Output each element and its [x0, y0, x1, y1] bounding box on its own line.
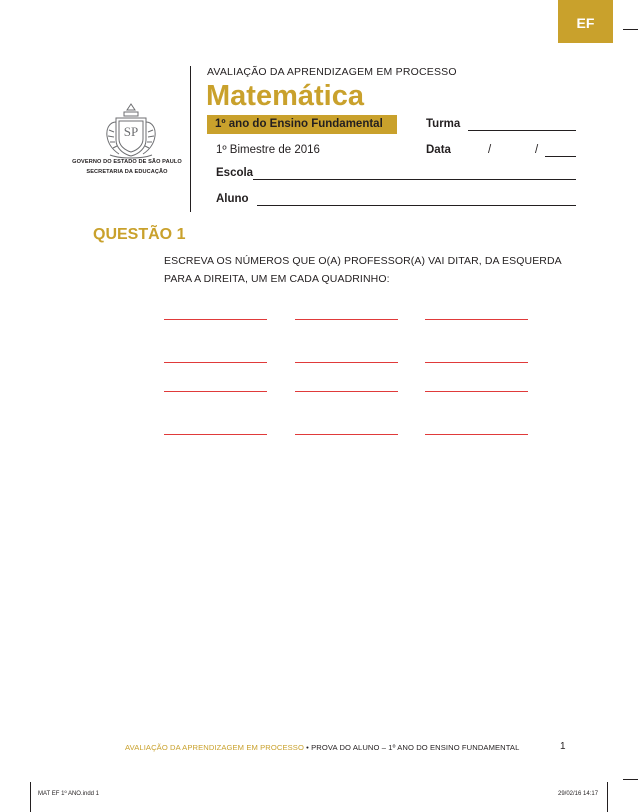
answer-line[interactable]: [425, 391, 528, 392]
page-number: 1: [560, 741, 566, 752]
subject-title: Matemática: [206, 80, 364, 112]
answer-line[interactable]: [425, 362, 528, 363]
crop-mark: [623, 779, 638, 780]
turma-label: Turma: [426, 118, 461, 130]
assessment-kicker: AVALIAÇÃO DA APRENDIZAGEM EM PROCESSO: [207, 66, 457, 78]
page-footer: [125, 743, 519, 752]
header-divider: [190, 66, 191, 212]
date-year-field[interactable]: [545, 156, 576, 157]
answer-line[interactable]: [164, 319, 267, 320]
data-label: Data: [426, 144, 451, 156]
date-separator: /: [488, 144, 492, 156]
secretariat-line: SECRETARIA DA EDUCAÇÃO: [86, 169, 168, 175]
instruction-line: ESCREVA OS NÚMEROS QUE O(A) PROFESSOR(A) VAI DITAR, DA ESQUERDA: [164, 255, 562, 267]
state-seal-icon: [100, 100, 162, 162]
bimester-label: 1º Bimestre de 2016: [216, 144, 320, 156]
answer-line[interactable]: [164, 391, 267, 392]
print-slug-file: MAT EF 1º ANO.indd 1: [38, 791, 99, 797]
answer-line[interactable]: [295, 362, 398, 363]
turma-field[interactable]: [468, 130, 576, 131]
instruction-line: PARA A DIREITA, UM EM CADA QUADRINHO:: [164, 273, 390, 285]
government-line: GOVERNO DO ESTADO DE SÃO PAULO: [72, 159, 182, 165]
question-title: QUESTÃO 1: [93, 226, 186, 243]
date-separator: /: [535, 144, 539, 156]
footer-text: • PROVA DO ALUNO – 1º ANO DO ENSINO FUNDAMENTAL: [303, 743, 520, 752]
crop-mark: [30, 782, 31, 812]
answer-line[interactable]: [295, 391, 398, 392]
svg-text:SP: SP: [123, 124, 139, 139]
crop-mark: [607, 782, 608, 812]
footer-highlight: AVALIAÇÃO DA APRENDIZAGEM EM PROCESSO: [125, 743, 304, 752]
escola-label: Escola: [216, 167, 254, 179]
question-instruction: [164, 252, 574, 288]
answer-line[interactable]: [164, 362, 267, 363]
aluno-field[interactable]: [257, 205, 576, 206]
answer-line[interactable]: [164, 434, 267, 435]
answer-line[interactable]: [425, 319, 528, 320]
answer-line[interactable]: [425, 434, 528, 435]
answer-line[interactable]: [295, 434, 398, 435]
government-label: [62, 157, 192, 177]
grade-banner: 1º ano do Ensino Fundamental: [207, 115, 397, 134]
escola-field[interactable]: [253, 179, 576, 180]
answer-line[interactable]: [295, 319, 398, 320]
crop-mark: [623, 29, 638, 30]
print-slug-date: 29/02/16 14:17: [558, 791, 599, 797]
aluno-label: Aluno: [216, 193, 249, 205]
level-tab: EF: [558, 0, 613, 43]
